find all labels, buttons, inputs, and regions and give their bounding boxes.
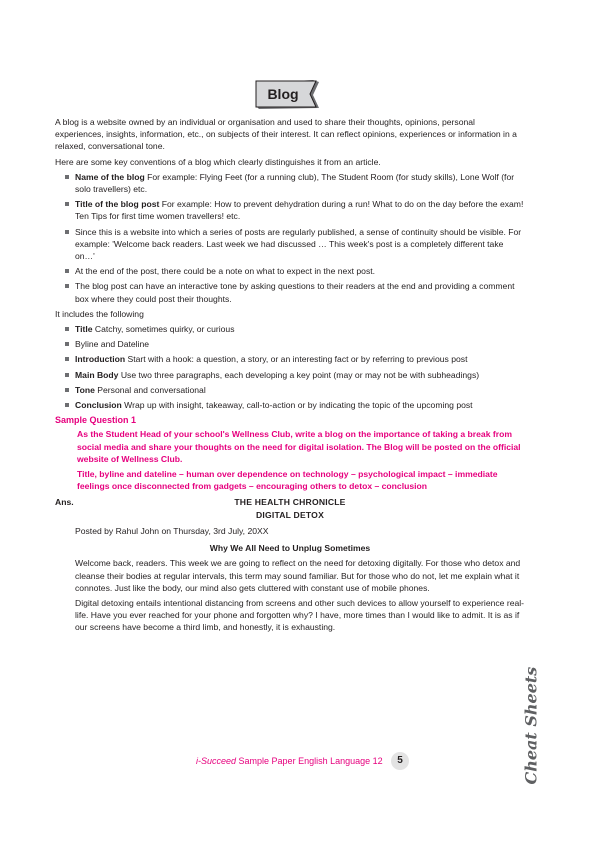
sample-question-hints: Title, byline and dateline – human over dependence on technology – psychological impact – immediate feelings once disconnected from gadgets – encouraging others to detox – conclusion: [77, 469, 498, 492]
sample-question-heading: Sample Question 1: [55, 415, 137, 426]
item-text: For example: How to prevent dehydration during a run! What to do on the day before the exam! Ten Tips for first time women travellers! etc.: [75, 199, 524, 222]
sample-question-text: As the Student Head of your school's Wellness Club, write a blog on the importance of taking a break from social media and share your thoughts on the need for digital isolation. The Blog will be posted on the official website of Wellness Club.: [77, 429, 521, 464]
page-number: 5: [391, 752, 409, 770]
item-text: Wrap up with insight, takeaway, call-to-action or by indicating the topic of the upcoming post: [121, 400, 473, 411]
answer-block: [55, 496, 525, 633]
bullet-icon: [65, 269, 69, 273]
bullet-icon: [65, 327, 69, 331]
includes-intro: It includes the following: [55, 308, 144, 319]
item-key: Introduction: [75, 354, 126, 365]
section-banner: [253, 78, 319, 114]
bullet-icon: [65, 202, 69, 206]
list-item: [55, 338, 525, 350]
side-logo-text: Cheat Sheets: [521, 666, 541, 785]
bullet-icon: [65, 284, 69, 288]
item-text: Since this is a website into which a series of posts are regularly published, a sense of continuity should be visible. For example: 'Welcome back readers. Last week we had discussed … This week's post is a completely different take on…': [75, 226, 522, 262]
item-text: Byline and Dateline: [75, 339, 150, 350]
bullet-icon: [65, 388, 69, 392]
list-item: [55, 226, 525, 263]
item-key: Title: [75, 324, 93, 335]
item-key: Main Body: [75, 369, 119, 380]
list-item: [55, 369, 525, 381]
item-text: Personal and conversational: [94, 384, 206, 395]
answer-label: Ans.: [55, 497, 74, 508]
item-text: Start with a hook: a question, a story, or an interesting fact or by referring to previous post: [125, 354, 468, 365]
item-key: Title of the blog post: [75, 199, 160, 210]
bullet-icon: [65, 230, 69, 234]
list-item: [55, 323, 525, 335]
footer-title: [196, 756, 383, 766]
intro-paragraph: A blog is a website owned by an individual or organisation and used to share their thoughts, opinions, personal experiences, insights, information, etc., on subjects of their interest. It can reflect opinions, experiences or information in a relaxed, conversational tone.: [55, 117, 517, 152]
section-title: Blog: [267, 86, 299, 102]
conventions-intro: Here are some key conventions of a blog which clearly distinguishes it from an article.: [55, 156, 381, 167]
answer-paragraph-1: Welcome back, readers. This week we are going to reflect on the need for detoxing digitally. For those who detox and cleanse their bodies at regular intervals, this term may sound familiar. But for those who do not, let me explain what it connotes. Just like the body, our mind also gets cluttered with constant use of mobile phones.: [75, 558, 521, 593]
bullet-icon: [65, 373, 69, 377]
list-item: [55, 171, 525, 195]
list-item: [55, 265, 525, 277]
item-text: Catchy, sometimes quirky, or curious: [92, 324, 235, 335]
item-text: For example: Flying Feet (for a running club), The Student Room (for study skills), Lone Wolf (for solo travellers) etc.: [75, 171, 515, 195]
item-key: Name of the blog: [75, 171, 145, 182]
bullet-icon: [65, 342, 69, 346]
list-item: [55, 353, 525, 365]
footer-brand: i-Succeed: [196, 756, 237, 766]
bullet-icon: [65, 357, 69, 361]
item-key: Tone: [75, 384, 95, 395]
main-content: [55, 116, 525, 637]
list-item: [55, 280, 525, 304]
bullet-icon: [65, 175, 69, 179]
item-text: The blog post can have an interactive tone by asking questions to their readers at the end and providing a comment box where they could post their thoughts.: [75, 281, 515, 304]
bullet-icon: [65, 403, 69, 407]
list-item: [55, 384, 525, 396]
cheat-sheets-logo: [510, 666, 550, 790]
footer-book: Sample Paper English Language 12: [236, 756, 383, 766]
list-item: [55, 198, 525, 222]
post-title: DIGITAL DETOX: [255, 509, 324, 520]
byline: Posted by Rahul John on Thursday, 3rd July, 20XX: [75, 525, 269, 536]
item-key: Conclusion: [75, 400, 122, 411]
blog-name: THE HEALTH CHRONICLE: [234, 497, 346, 508]
list-item: [55, 399, 525, 411]
item-text: Use two three paragraphs, each developing a key point (may or may not be with subheadings): [118, 369, 480, 380]
conventions-list: [55, 171, 525, 305]
post-subheading: Why We All Need to Unplug Sometimes: [209, 543, 371, 554]
answer-paragraph-2: Digital detoxing entails intentional distancing from screens and other such devices to allow yourself to experience real-life. Have you ever reached for your phone and forgotten why? I have, more times than I would like to admit. It is as if our screens have become a third limb, and honestly, it is exhausting.: [75, 597, 525, 633]
includes-list: [55, 323, 525, 411]
item-text: At the end of the post, there could be a note on what to expect in the next post.: [75, 266, 376, 277]
